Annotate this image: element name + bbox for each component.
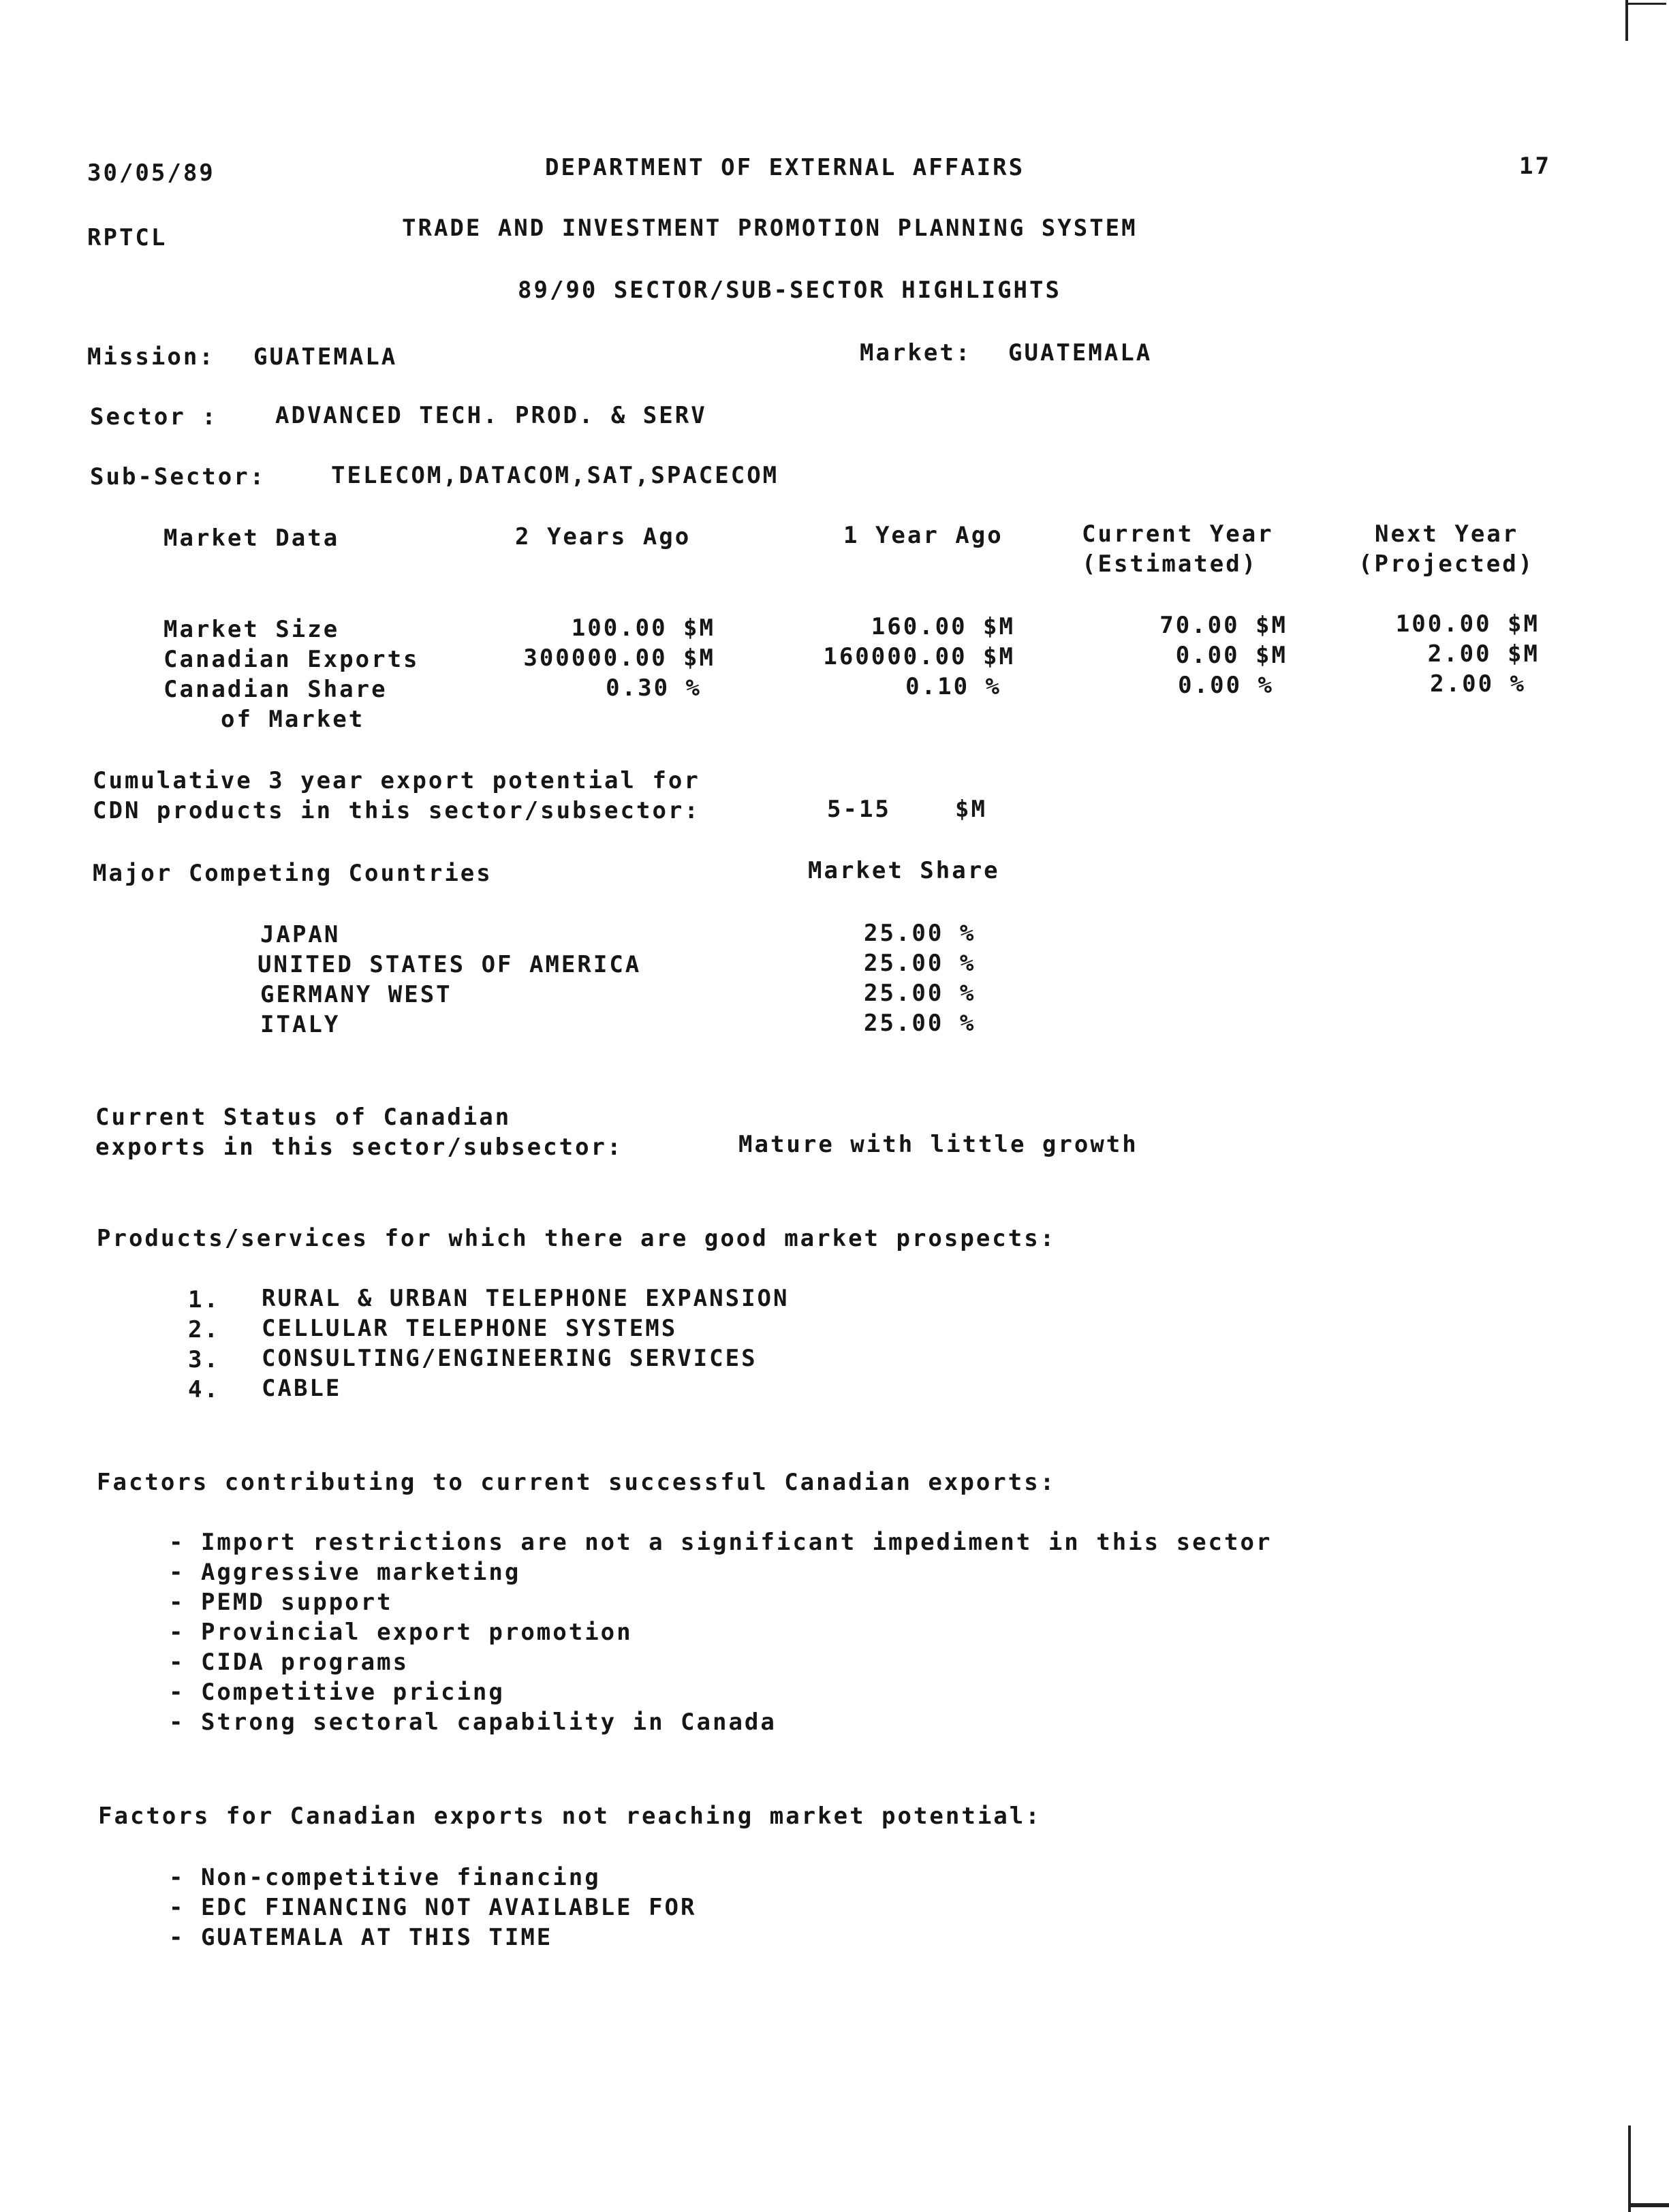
sector-label: Sector : [90,403,218,431]
cell-next-year: 2.00 % [1430,670,1526,698]
prospects-heading: Products/services for which there are good market prospects: [97,1225,1057,1252]
row-label: Canadian Share [163,676,388,703]
list-number: 4. [188,1376,220,1403]
country-share: 25.00 % [864,920,976,947]
cell-1-year-ago: 160000.00 $M [823,643,1015,670]
market-value: GUATEMALA [1008,339,1153,367]
potential-unit: $M [955,796,987,823]
market-data-header-label: Market Data [163,525,340,552]
subsector-label: Sub-Sector: [90,463,266,490]
cell-current-year: 0.00 $M [1175,642,1288,669]
country-name: JAPAN [260,921,341,948]
col-next-year-header: Next Year [1375,520,1519,548]
mission-label: Mission: [87,343,215,371]
status-line-2: exports in this sector/subsector: [95,1134,623,1161]
list-item: - Provincial export promotion [169,1619,633,1646]
scan-edge-mark [1628,2125,1631,2212]
list-number: 3. [188,1346,220,1373]
col-next-year-subheader: (Projected) [1358,550,1535,578]
cell-1-year-ago: 0.10 % [905,673,1001,700]
cell-2-years-ago: 0.30 % [606,674,702,702]
list-text: CONSULTING/ENGINEERING SERVICES [262,1345,758,1372]
list-item: - Import restrictions are not a significant impediment in this sector [169,1529,1273,1556]
barrier-factors-heading: Factors for Canadian exports not reaching market potential: [98,1803,1042,1830]
list-text: CELLULAR TELEPHONE SYSTEMS [262,1315,678,1342]
col-2-years-ago-header: 2 Years Ago [515,523,691,550]
cell-2-years-ago: 100.00 $M [571,614,715,642]
status-value: Mature with little growth [738,1131,1138,1158]
department-title: DEPARTMENT OF EXTERNAL AFFAIRS [545,154,1025,181]
scan-edge-mark [1625,0,1628,41]
list-item: - Non-competitive financing [169,1864,601,1891]
status-line-1: Current Status of Canadian [95,1104,512,1131]
report-date: 30/05/89 [87,159,215,187]
page-number: 17 [1519,153,1551,180]
list-number: 1. [188,1286,220,1313]
col-current-year-subheader: (Estimated) [1082,550,1258,578]
row-label: Canadian Exports [163,646,420,673]
list-item: - Competitive pricing [169,1679,505,1706]
list-item: - CIDA programs [169,1649,409,1676]
list-text: RURAL & URBAN TELEPHONE EXPANSION [262,1285,790,1312]
cell-1-year-ago: 160.00 $M [871,613,1015,640]
scan-edge-mark [1628,2203,1669,2207]
report-title: 89/90 SECTOR/SUB-SECTOR HIGHLIGHTS [518,277,1061,304]
col-current-year-header: Current Year [1082,520,1274,548]
report-code: RPTCL [87,224,168,251]
row-label: Market Size [163,616,340,643]
potential-range: 5-15 [827,796,891,823]
cell-current-year: 0.00 % [1178,672,1274,699]
list-item: - Strong sectoral capability in Canada [169,1709,777,1736]
country-share: 25.00 % [864,1010,976,1037]
list-item: - Aggressive marketing [169,1559,521,1586]
list-item: - GUATEMALA AT THIS TIME [169,1924,553,1951]
list-item: - PEMD support [169,1589,393,1616]
list-number: 2. [188,1316,220,1343]
country-share: 25.00 % [864,980,976,1007]
sector-value: ADVANCED TECH. PROD. & SERV [275,402,707,429]
list-item: - EDC FINANCING NOT AVAILABLE FOR [169,1894,697,1921]
row-label-continuation: of Market [221,706,365,733]
competitors-header-label: Major Competing Countries [93,860,493,887]
mission-value: GUATEMALA [253,343,398,371]
list-text: CABLE [262,1375,342,1402]
col-1-year-ago-header: 1 Year Ago [843,522,1003,549]
country-name: ITALY [260,1011,341,1038]
scan-edge-mark [1625,3,1666,5]
cell-2-years-ago: 300000.00 $M [523,644,715,672]
market-label: Market: [860,339,972,367]
competitors-header-share: Market Share [808,857,1000,884]
cell-current-year: 70.00 $M [1159,612,1288,639]
cell-next-year: 2.00 $M [1427,640,1540,668]
system-title: TRADE AND INVESTMENT PROMOTION PLANNING SYSTEM [402,215,1138,242]
country-share: 25.00 % [864,950,976,977]
potential-line-1: Cumulative 3 year export potential for [93,767,700,794]
country-name: UNITED STATES OF AMERICA [258,951,642,978]
subsector-value: TELECOM,DATACOM,SAT,SPACECOM [331,462,779,489]
potential-line-2: CDN products in this sector/subsector: [93,797,700,824]
country-name: GERMANY WEST [260,981,452,1008]
success-factors-heading: Factors contributing to current successful Canadian exports: [97,1469,1057,1496]
cell-next-year: 100.00 $M [1395,610,1540,638]
